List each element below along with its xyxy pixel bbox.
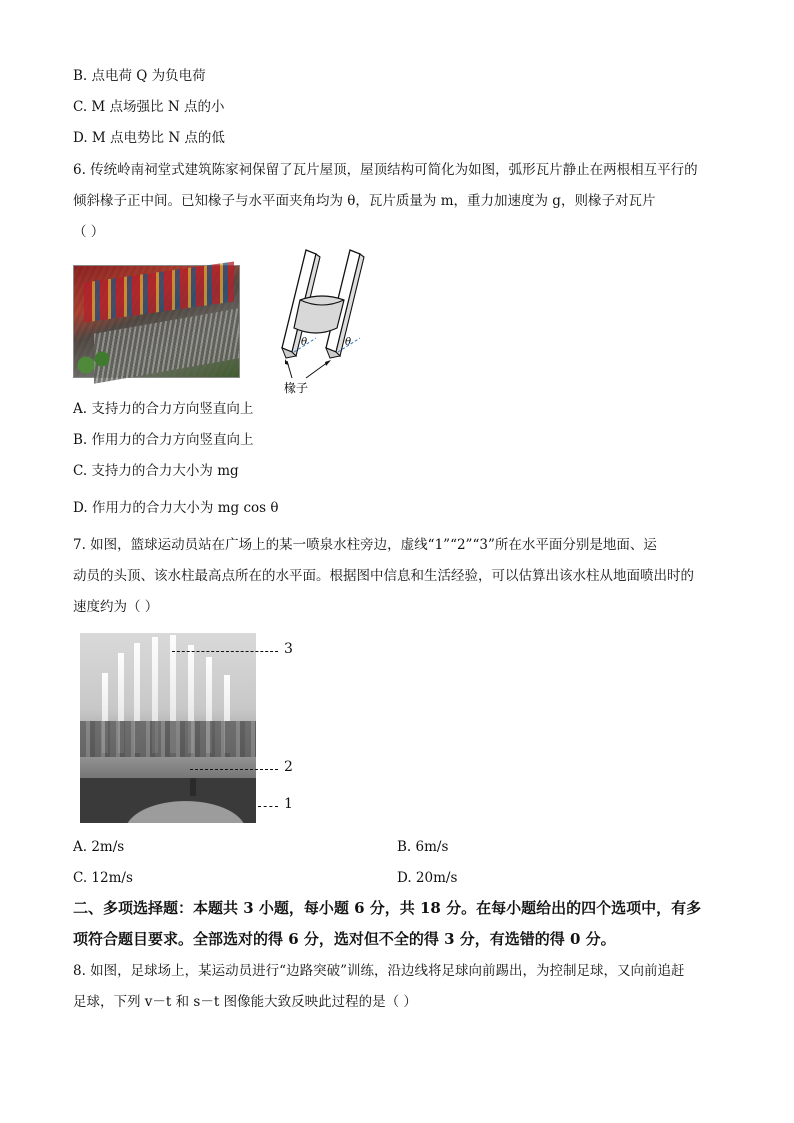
- rafter-tile-diagram: [270, 248, 380, 396]
- q6-stem-line2: 倾斜椽子正中间。已知椽子与水平面夹角均为 θ，瓦片质量为 m，重力加速度为 g，则椽子对瓦片: [73, 193, 656, 209]
- q6-option-b: B. 作用力的合力方向竖直向上: [73, 432, 254, 448]
- q7-option-b: B. 6m/s: [397, 839, 449, 855]
- foliage: [74, 347, 114, 377]
- dashed-line-1: [258, 806, 278, 807]
- dashed-line-label-3: 3: [284, 641, 293, 657]
- section-2-heading-line1: 二、多项选择题：本题共 3 小题，每小题 6 分，共 18 分。在每小题给出的四个选项中，有多: [73, 899, 702, 917]
- q6-option-d: D. 作用力的合力大小为 mg cos θ: [73, 500, 279, 516]
- q7-stem-line1: 7. 如图，篮球运动员站在广场上的某一喷泉水柱旁边，虚线“1”“2”“3”所在水平面分别是地面、运: [73, 537, 657, 553]
- rafter-label: 椽子: [284, 381, 309, 395]
- dashed-line-label-1: 1: [284, 796, 293, 812]
- q5-option-c: C. M 点场强比 N 点的小: [73, 99, 225, 115]
- angle-theta-right: θ: [345, 337, 352, 348]
- q5-option-d: D. M 点电势比 N 点的低: [73, 130, 225, 146]
- dashed-line-3: [172, 651, 278, 652]
- q6-stem-line1: 6. 传统岭南祠堂式建筑陈家祠保留了瓦片屋顶，屋顶结构可简化为如图，弧形瓦片静止在两根相互平行的: [73, 162, 698, 178]
- section-2-heading-line2: 项符合题目要求。全部选对的得 6 分，选对但不全的得 3 分，有选错的得 0 分。: [73, 930, 616, 948]
- curved-tile: [294, 296, 344, 333]
- ancestral-hall-roof-photo: [73, 265, 240, 378]
- q5-option-b: B. 点电荷 Q 为负电荷: [73, 68, 206, 84]
- q7-option-c: C. 12m/s: [73, 870, 133, 886]
- dashed-line-2: [190, 769, 278, 770]
- q7-stem-line3: 速度约为（ ）: [73, 599, 159, 615]
- tree-line: [80, 721, 256, 757]
- dashed-line-label-2: 2: [284, 759, 293, 775]
- q6-option-c: C. 支持力的合力大小为 mg: [73, 463, 239, 479]
- q8-stem-line1: 8. 如图，足球场上，某运动员进行“边路突破”训练，沿边线将足球向前踢出，为控制足球，又向前追赶: [73, 963, 685, 979]
- fountain-photo: [80, 633, 256, 823]
- q7-option-a: A. 2m/s: [73, 839, 125, 855]
- roof-tiles: [94, 308, 239, 384]
- plaza-ground: [80, 778, 256, 823]
- q7-stem-line2: 动员的头顶、该水柱最高点所在的水平面。根据图中信息和生活经验，可以估算出该水柱从地面喷出时的: [73, 568, 694, 584]
- q7-option-d: D. 20m/s: [397, 870, 458, 886]
- basketball-player: [190, 778, 196, 796]
- angle-theta-left: θ: [301, 337, 308, 348]
- q8-stem-line2: 足球，下列 v－t 和 s－t 图像能大致反映此过程的是（ ）: [73, 994, 417, 1010]
- q6-option-a: A. 支持力的合力方向竖直向上: [73, 401, 254, 417]
- q6-answer-blank: （ ）: [73, 224, 105, 240]
